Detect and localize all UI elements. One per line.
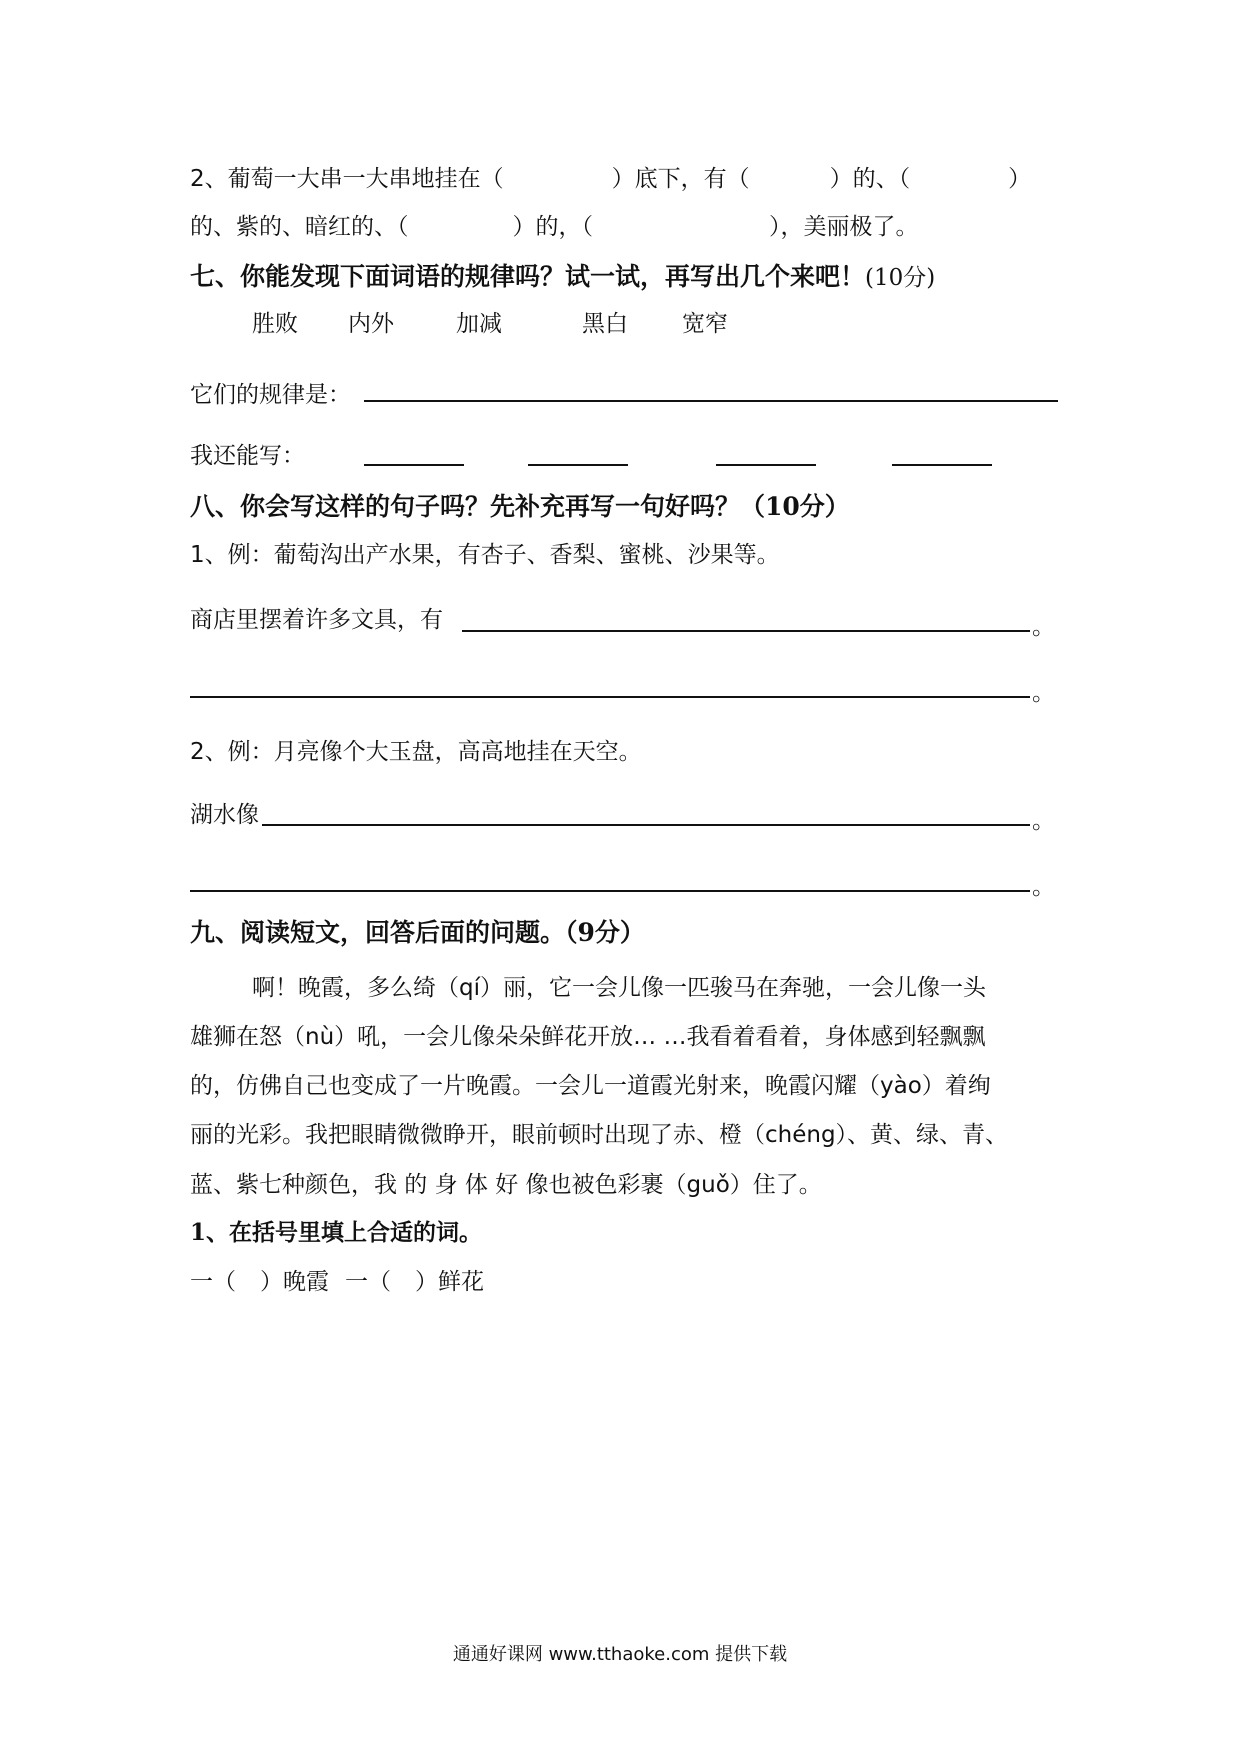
q6-item2-line2 — [190, 212, 919, 242]
period-4: 。 — [1032, 874, 1055, 900]
q6-line2-part-b: ）的，（ — [512, 214, 593, 240]
word-3: 加减 — [456, 311, 502, 337]
section7-score: (10分) — [865, 265, 936, 291]
section8-score: （10分） — [740, 492, 850, 521]
word-1: 胜败 — [252, 311, 298, 337]
passage-line-3: 的，仿佛自己也变成了一片晚霞。一会儿一道霞光射来，晚霞闪耀（yào）着绚 — [190, 1073, 991, 1099]
period-1: 。 — [1032, 614, 1055, 640]
q6-line1-part-b: ）底下，有（ — [611, 166, 750, 192]
prompt1-answer-line[interactable] — [462, 630, 1030, 632]
section7-title: 七、你能发现下面词语的规律吗？试一试，再写出几个来吧！ — [190, 262, 866, 291]
more-answer-line-4[interactable] — [892, 464, 992, 466]
q1-item1-prefix: 一（ — [190, 1269, 236, 1295]
word-2: 内外 — [348, 311, 394, 337]
passage-line-1: 啊！晚霞，多么绮（qí）丽，它一会儿像一匹骏马在奔驰，一会儿像一头 — [252, 975, 986, 1001]
more-answer-line-2[interactable] — [528, 464, 628, 466]
section8-title: 八、你会写这样的句子吗？先补充再写一句好吗？ — [190, 492, 741, 521]
section9-q1-items — [190, 1267, 484, 1297]
page-footer: 通通好课网 www.tthaoke.com 提供下载 — [452, 1644, 788, 1665]
section9-question1: 1、在括号里填上合适的词。 — [190, 1219, 483, 1246]
section8-heading — [190, 492, 850, 522]
section8-example2: 2、例：月亮像个大玉盘，高高地挂在天空。 — [190, 739, 642, 765]
more-answer-line-3[interactable] — [716, 464, 816, 466]
prompt1-text: 商店里摆着许多文具，有 — [190, 607, 443, 633]
more-label: 我还能写： — [190, 443, 305, 469]
passage-line-5: 蓝、紫七种颜色，我 的 身 体 好 像也被色彩裹（guǒ）住了。 — [190, 1172, 822, 1198]
section7-heading — [190, 262, 935, 293]
q1-item2-prefix: 一（ — [345, 1269, 391, 1295]
rule-label: 它们的规律是： — [190, 382, 351, 408]
more-answer-line-1[interactable] — [364, 464, 464, 466]
section8-example1: 1、例：葡萄沟出产水果，有杏子、香梨、蜜桃、沙果等。 — [190, 542, 780, 568]
sentence2-answer-line[interactable] — [190, 890, 1030, 892]
section8-prompt2 — [190, 800, 259, 830]
section9-title: 九、阅读短文，回答后面的问题。 — [190, 918, 566, 947]
prompt2-answer-line[interactable] — [262, 824, 1030, 826]
word-5: 宽窄 — [682, 311, 728, 337]
q6-line2-part-c: ），美丽极了。 — [769, 214, 919, 240]
passage-line-4: 丽的光彩。我把眼睛微微睁开，眼前顿时出现了赤、橙（chéng）、黄、绿、青、 — [190, 1122, 1009, 1148]
rule-answer-line[interactable] — [364, 400, 1058, 402]
q6-line1-part-a: 2、葡萄一大串一大串地挂在（ — [190, 166, 504, 192]
sentence1-answer-line[interactable] — [190, 696, 1030, 698]
period-2: 。 — [1032, 680, 1055, 706]
q6-line1-part-c: ）的、（ — [829, 166, 911, 192]
prompt2-text: 湖水像 — [190, 802, 259, 828]
word-4: 黑白 — [582, 311, 628, 337]
section9-score: （9分） — [565, 918, 645, 947]
q6-item2-line1 — [190, 164, 1031, 194]
q6-line1-part-d: ） — [1008, 166, 1032, 192]
section9-heading — [190, 918, 645, 948]
period-3: 。 — [1032, 808, 1055, 834]
passage-line-2: 雄狮在怒（nù）吼，一会儿像朵朵鲜花开放… …我看着看着，身体感到轻飘飘 — [190, 1024, 986, 1050]
q1-item2-suffix: ）鲜花 — [415, 1269, 484, 1295]
section7-words — [252, 309, 728, 339]
section8-prompt1 — [190, 605, 443, 635]
q6-line2-part-a: 的、紫的、暗红的、（ — [190, 214, 409, 240]
q1-item1-suffix: ）晚霞 — [260, 1269, 329, 1295]
